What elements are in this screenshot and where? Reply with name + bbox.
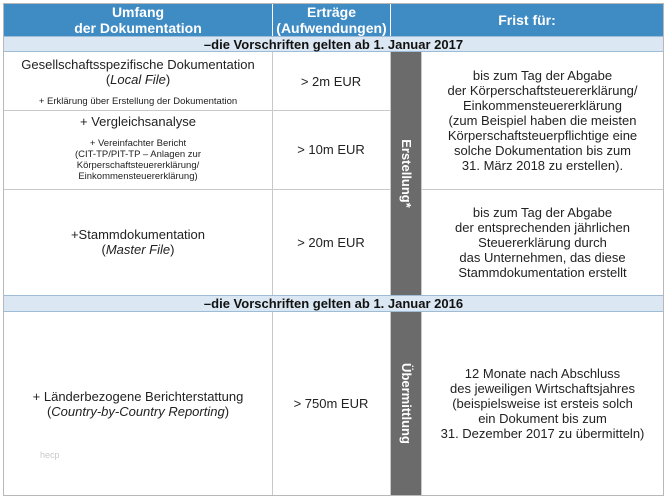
deadline-3-line-4: ein Dokument bis zum xyxy=(478,411,607,426)
header-scope-line1: Umfang xyxy=(111,4,165,20)
band-2016-text: –die Vorschriften gelten ab 1. Januar 2016 xyxy=(203,296,464,311)
table-frame xyxy=(3,3,664,496)
header-revenue xyxy=(272,4,390,36)
deadline-1-line-3: Einkommensteuererklärung xyxy=(463,98,622,113)
creation-label: Erstellung* xyxy=(398,139,414,208)
divider xyxy=(390,52,391,295)
deadline-3-line-2: des jeweiligen Wirtschaftsjahres xyxy=(450,381,635,396)
cbc-title-italic: Country-by-Country Reporting xyxy=(51,403,225,419)
deadline-1-line-4: (zum Beispiel haben die meisten xyxy=(448,113,637,128)
deadline-1 xyxy=(422,52,663,189)
comparison-revenue: > 10m EUR xyxy=(297,142,365,157)
divider xyxy=(390,312,391,495)
comparison-note-1: + Vereinfachter Bericht xyxy=(89,138,187,149)
comparison-title: + Vergleichsanalyse xyxy=(80,114,196,129)
band-2017-text: –die Vorschriften gelten ab 1. Januar 2017 xyxy=(203,36,464,52)
deadline-2-line-3: Steuererklärung durch xyxy=(478,234,607,250)
row-master-file-scope: +Stammdokumentation (Master File) xyxy=(70,227,206,257)
cbc-revenue: > 750m EUR xyxy=(293,396,369,411)
deadline-3-line-5: 31. Dezember 2017 zu übermitteln) xyxy=(440,426,645,441)
divider xyxy=(4,189,390,190)
divider xyxy=(421,52,422,295)
row-comparison-revenue xyxy=(272,110,390,189)
local-file-title: Gesellschaftsspezifische Dokumentation xyxy=(21,57,255,72)
divider xyxy=(421,312,422,495)
header-scope-line2: der Dokumentation xyxy=(74,20,202,36)
deadline-3-line-1: 12 Monate nach Abschluss xyxy=(464,366,621,381)
comparison-note-3: Körperschaftsteuererklärung/ xyxy=(76,160,200,171)
divider xyxy=(421,189,663,190)
master-file-revenue: > 20m EUR xyxy=(297,234,365,250)
deadline-1-line-2: der Körperschaftsteuererklärung/ xyxy=(447,83,638,98)
master-file-title-italic: Master File xyxy=(105,242,171,257)
row-local-file-revenue xyxy=(272,52,390,110)
deadline-1-line-6: solche Dokumentation bis zum xyxy=(453,143,632,158)
local-file-title-italic: Local File xyxy=(110,72,166,87)
band-2016 xyxy=(4,295,663,312)
row-master-file-revenue xyxy=(272,189,390,295)
divider xyxy=(272,312,273,495)
band-2017 xyxy=(4,36,663,52)
divider xyxy=(4,110,390,111)
local-file-note: + Erklärung über Erstellung der Dokumentation xyxy=(38,96,238,107)
deadline-3-line-3: (beispielsweise ist ersteis solch xyxy=(452,396,633,411)
header-revenue-line1: Erträge xyxy=(306,4,357,20)
deadline-2 xyxy=(422,189,663,295)
header-deadline xyxy=(390,4,663,36)
row-cbc-scope: + Länderbezogene Berichterstattung (Country-by-Country Reporting) xyxy=(32,388,244,419)
row-comparison-scope xyxy=(4,110,272,189)
deadline-2-line-4: das Unternehmen, das diese xyxy=(459,249,626,265)
deadline-2-line-5: Stammdokumentation erstellt xyxy=(458,264,627,280)
deadline-2-line-1: bis zum Tag der Abgabe xyxy=(472,204,613,220)
deadline-1-line-7: 31. März 2018 zu erstellen). xyxy=(461,158,624,173)
deadline-2-line-2: der entsprechenden jährlichen xyxy=(455,219,630,235)
master-file-title: +Stammdokumentation xyxy=(70,227,206,242)
deadline-1-line-1: bis zum Tag der Abgabe xyxy=(472,68,613,83)
divider xyxy=(272,52,273,295)
row-cbc-revenue xyxy=(272,312,390,495)
row-local-file-scope: Gesellschaftsspezifische Dokumentation (Local File) + Erklärung über Erstellung der Dokumentation xyxy=(21,57,255,107)
creation-column xyxy=(391,52,421,295)
local-file-revenue: > 2m EUR xyxy=(300,73,362,89)
transmission-column xyxy=(391,312,421,495)
header-deadline-label: Frist für: xyxy=(498,12,556,28)
watermark-text: hecp xyxy=(40,450,60,460)
header-revenue-line2: (Aufwendungen) xyxy=(276,20,387,36)
comparison-note-4: Einkommensteuererklärung) xyxy=(78,171,198,182)
comparison-note-2: (CIT-TP/PIT-TP – Anlagen zur xyxy=(74,149,201,160)
deadline-3 xyxy=(422,312,663,495)
header-scope xyxy=(4,4,272,36)
transmission-label: Übermittlung xyxy=(398,363,414,444)
cbc-title: + Länderbezogene Berichterstattung xyxy=(32,388,244,404)
deadline-1-line-5: Körperschaftsteuerpflichtige eine xyxy=(447,128,638,143)
